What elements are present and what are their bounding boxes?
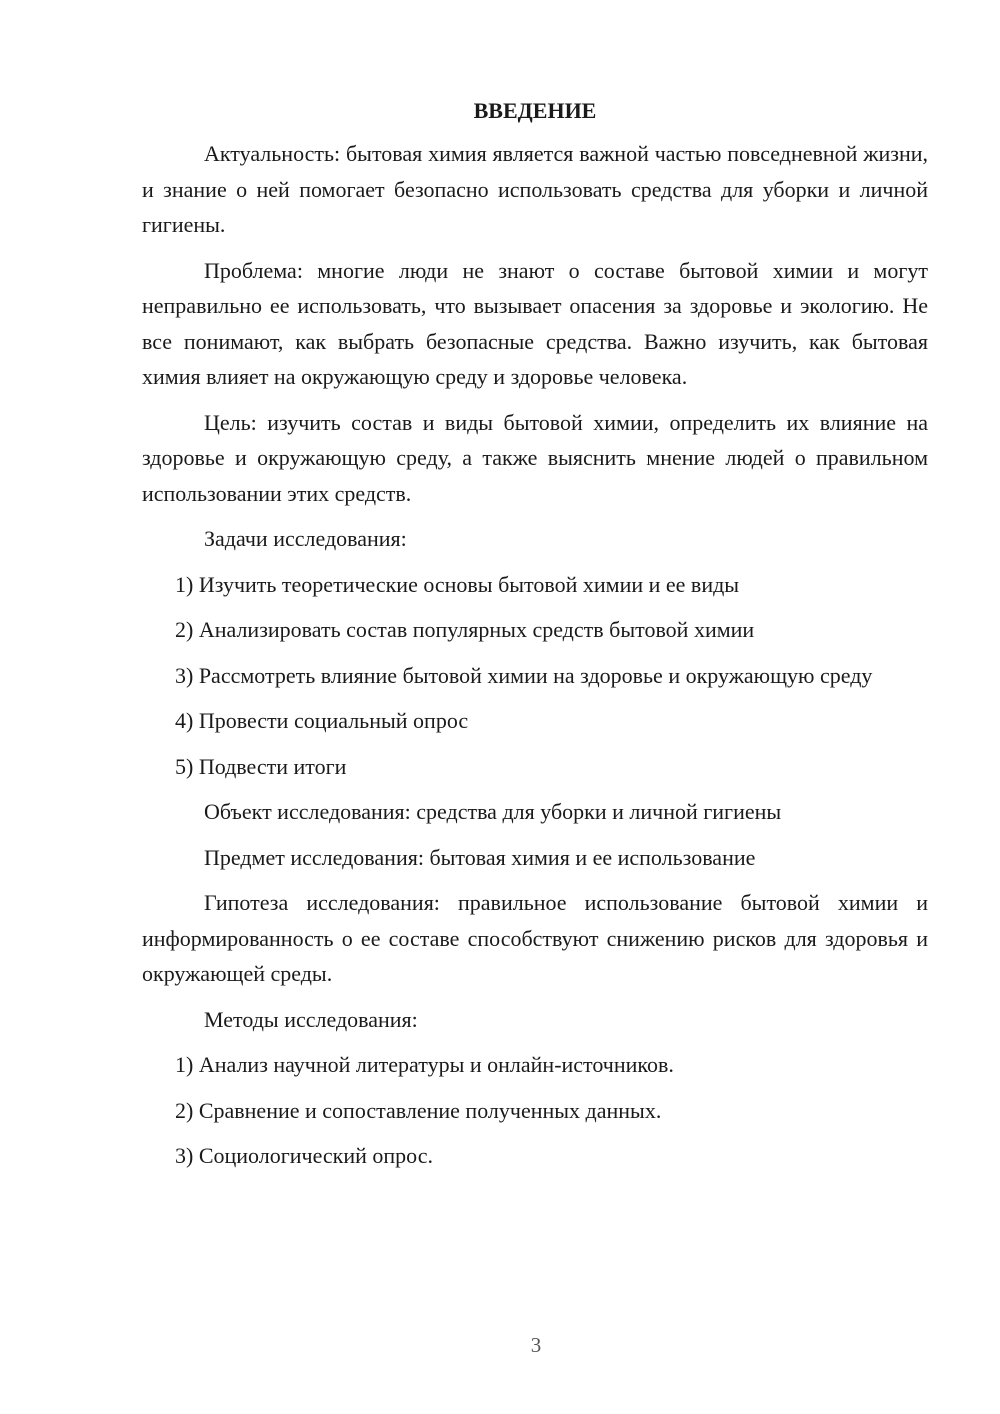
tasks-heading: Задачи исследования: [204, 526, 407, 551]
method-item: 3) Социологический опрос. [175, 1143, 433, 1168]
task-item: 4) Провести социальный опрос [175, 708, 469, 733]
hypothesis-paragraph: Гипотеза исследования: правильное использование бытовой химии и информированность о ее составе способствуют снижению рисков для здоровья и окружающей среды. [142, 890, 928, 986]
page-number: 3 [530, 1333, 542, 1357]
subject-line: Предмет исследования: бытовая химия и ее использование [204, 844, 756, 870]
task-item: 2) Анализировать состав популярных средств бытовой химии [175, 617, 755, 642]
task-item: 3) Рассмотреть влияние бытовой химии на здоровье и окружающую среду [175, 662, 873, 688]
task-item: 1) Изучить теоретические основы бытовой химии и ее виды [175, 571, 740, 597]
method-item: 1) Анализ научной литературы и онлайн-источников. [175, 1052, 674, 1077]
relevance-paragraph: Актуальность: бытовая химия является важной частью повседневной жизни, и знание о ней помогает безопасно использовать средства для уборки и личной гигиены. [142, 141, 928, 237]
goal-paragraph: Цель: изучить состав и виды бытовой химии, определить их влияние на здоровье и окружающую среду, а также выяснить мнение людей о правильном использовании этих средств. [142, 409, 928, 506]
method-item: 2) Сравнение и сопоставление полученных данных. [175, 1097, 662, 1123]
section-title: ВВЕДЕНИЕ [473, 98, 597, 123]
document-page [142, 96, 928, 1184]
task-item: 5) Подвести итоги [175, 753, 347, 779]
object-line: Объект исследования: средства для уборки и личной гигиены [204, 799, 782, 824]
problem-paragraph: Проблема: многие люди не знают о составе бытовой химии и могут неправильно ее использовать, что вызывает опасения за здоровье и экологию. Не все понимают, как выбрать безопасные средства. Важно изучить, как бытовая химия влияет на окружающую среду и здоровье человека. [142, 257, 928, 389]
methods-heading: Методы исследования: [204, 1006, 418, 1032]
